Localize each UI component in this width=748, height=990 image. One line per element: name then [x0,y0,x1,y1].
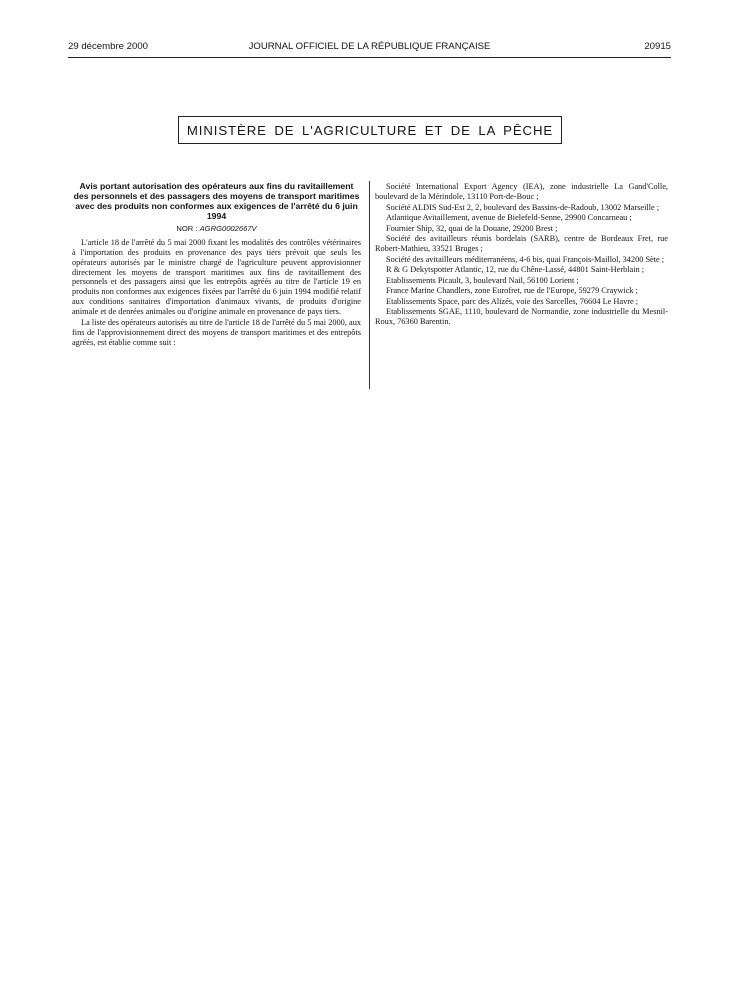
page-number: 20915 [644,41,671,52]
nor-label: NOR : [176,224,198,234]
page-header [68,40,671,54]
column-divider [369,181,370,389]
operator-entry: Société des avitailleurs réunis bordelais (SARB), centre de Bordeaux Fret, rue Robert-Mathieu, 33521 Bruges ; [375,234,668,254]
operator-entry: Société des avitailleurs méditerranéens, 4-6 bis, quai François-Maillol, 34200 Sète ; [386,254,665,264]
ministry-heading-box [178,116,562,144]
header-rule [68,57,671,58]
operator-entry: Société ALDIS Sud-Est 2, 2, boulevard des Bassins-de-Radoub, 13002 Marseille ; [386,202,660,212]
operator-entry: Atlantique Avitaillement, avenue de Bielefeld-Senne, 29900 Concarneau ; [386,213,632,223]
notice-title: Avis portant autorisation des opérateurs aux fins du ravitaillement des personnels et des passagers des moyens de transport maritimes avec des produits non conformes aux exigences de l'arrêté du 6 juin 1994 [73,181,360,222]
left-column [72,181,361,350]
operator-entry: Société International Export Agency (IEA), zone industrielle La Gand'Colle, boulevard de la Mérindole, 13110 Port-de-Bouc ; [375,182,668,201]
header-date: 29 décembre 2000 [68,41,149,52]
operator-entry: Fournier Ship, 32, quai de la Douane, 29200 Brest ; [386,223,558,233]
operator-list [375,182,668,328]
journal-title: JOURNAL OFFICIEL DE LA RÉPUBLIQUE FRANÇAISE [248,41,491,52]
nor-code: AGRG0002667V [199,224,257,234]
notice-paragraph: L'article 18 de l'arrêté du 5 mai 2000 fixant les modalités des contrôles vétérinaires à l'importation des produits en provenance des pays tiers prévoit que seuls les opérateurs autorisés par le ministre chargé de l'agriculture peuvent approvisionner directement les moyens de transport maritimes aux fins de ravitaillement des personnels et des passagers ainsi que les entrepôts agréés au titre de l'article 19 en produits non conformes aux exigences fixées par l'arrêté du 6 juin 1994 modifié relatif aux conditions sanitaires d'importation d'animaux vivants, de produits d'origine animale et de denrées animales ou d'origine animale en provenance de pays tiers. [72,238,361,316]
operator-entry: R & G Dekytspotter Atlantic, 12, rue du Chêne-Lassé, 44801 Saint-Herblain ; [386,265,645,275]
operator-entry: Etablissements SGAE, 1110, boulevard de Normandie, zone industrielle du Mesnil-Roux, 76360 Barentin. [375,307,668,327]
operator-entry: Etablissements Picault, 3, boulevard Nail, 56100 Lorient ; [386,275,579,285]
operator-entry: France Marine Chandlers, zone Eurofret, rue de l'Europe, 59279 Craywick ; [386,286,638,296]
operator-entry: Etablissements Space, parc des Alizés, voie des Sarcelles, 76604 Le Havre ; [386,296,639,306]
notice-paragraph: La liste des opérateurs autorisés au titre de l'article 18 de l'arrêté du 5 mai 2000, aux fins de l'approvisionnement direct des moyens de transport maritimes et des entrepôts agréés, est établie comme suit : [72,318,361,347]
nor-reference [72,224,361,234]
ministry-heading: MINISTÈRE DE L'AGRICULTURE ET DE LA PÊCHE [186,122,554,138]
